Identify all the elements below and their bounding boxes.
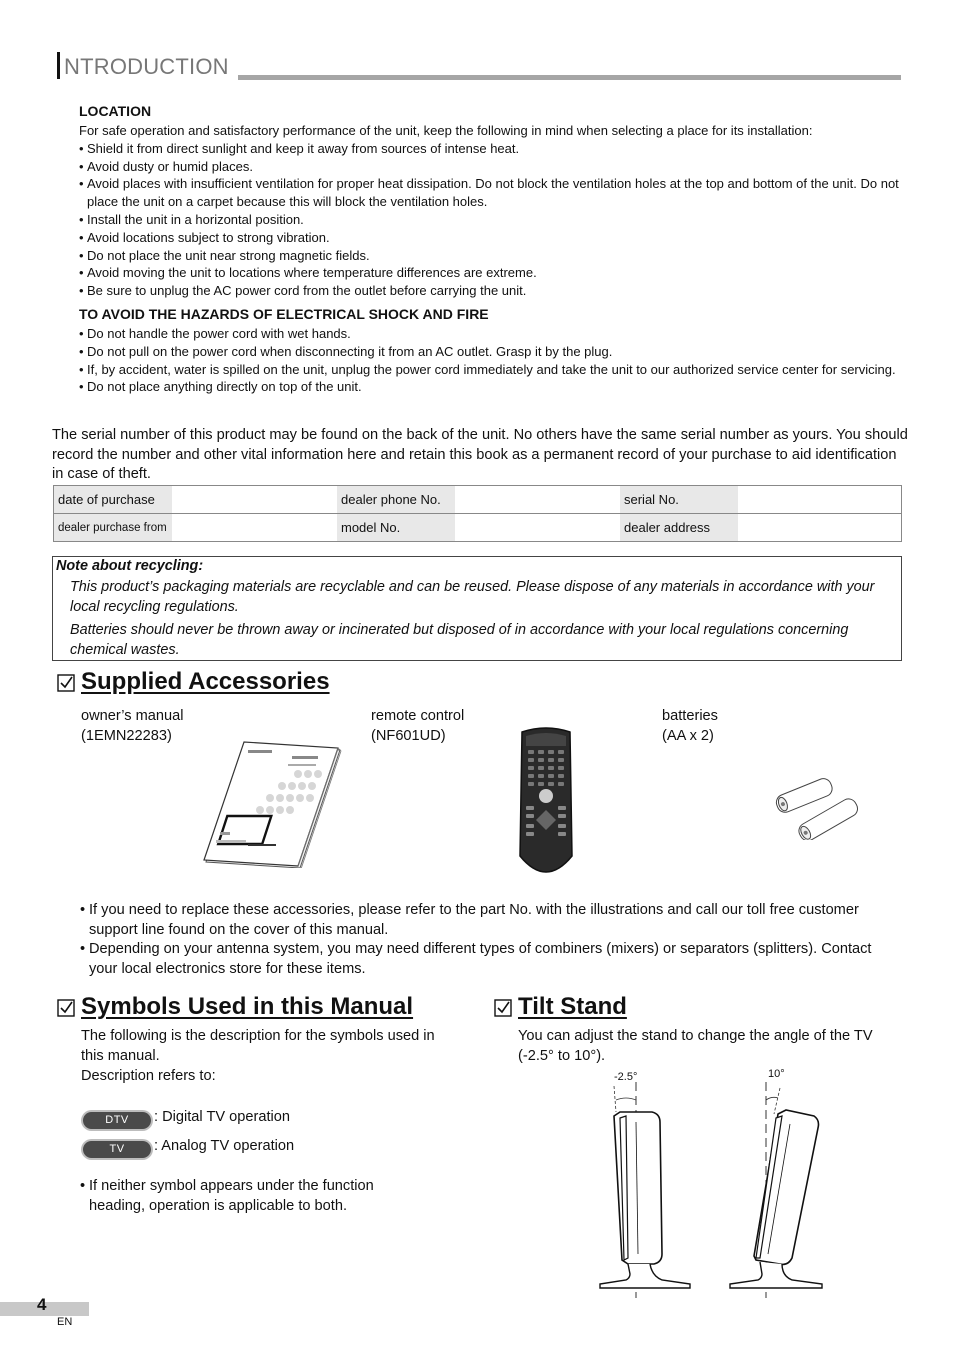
accessory-part: (NF601UD) [371, 727, 446, 744]
list-item: • Depending on your antenna system, you may need different types of combiners (mixers) or separators (splitters). Contact your local electronics store for these items. [80, 940, 900, 979]
page-title: NTRODUCTION [64, 54, 229, 79]
tv-row [83, 1139, 151, 1158]
location-section [79, 122, 905, 300]
tilt-plus-illustration [726, 1082, 830, 1298]
list-item: • Do not place the unit near strong magnetic fields. [79, 247, 905, 265]
table-cell-blank[interactable] [738, 486, 902, 514]
location-intro: For safe operation and satisfactory performance of the unit, keep the following in mind when selecting a place for its installation: [79, 123, 813, 138]
tilt-desc: You can adjust the stand to change the angle of the TV (-2.5° to 10°). [518, 1028, 873, 1064]
list-item: • Do not pull on the power cord when disconnecting it from an AC outlet. Grasp it by the plug. [79, 343, 905, 361]
header-rule [238, 75, 901, 80]
location-heading: LOCATION [79, 103, 152, 119]
angle-left-label: -2.5° [614, 1071, 638, 1083]
owners-manual-illustration [200, 740, 345, 868]
checkbox-icon [57, 674, 75, 692]
symbols-desc-refers: Description refers to: [81, 1068, 216, 1084]
list-item: • If, by accident, water is spilled on the unit, unplug the power cord immediately and take the unit to our authorized service center for servicing. [79, 361, 905, 379]
symbols-desc: The following is the description for the symbols used in this manual. [81, 1028, 435, 1064]
language-code: EN [57, 1316, 73, 1328]
table-cell-blank[interactable] [172, 486, 337, 514]
recycling-note [52, 556, 902, 661]
angle-right-label: 10° [768, 1068, 785, 1080]
accessory-name: owner’s manual [81, 708, 184, 724]
list-item: • Be sure to unplug the AC power cord from the outlet before carrying the unit. [79, 282, 905, 300]
batteries-illustration [768, 770, 864, 840]
accessory-batteries-label [662, 707, 718, 746]
table-cell-blank[interactable] [172, 514, 337, 542]
hazards-list [79, 325, 905, 396]
tilt-heading: Tilt Stand [518, 993, 627, 1020]
list-item: • Avoid places with insufficient ventilation for proper heat dissipation. Do not block the ventilation holes at the top and bottom of the unit. Do not place the unit on a carpet because this will block the ventilation holes. [79, 175, 905, 211]
list-item: • Avoid moving the unit to locations where temperature differences are extreme. [79, 264, 905, 282]
tv-text: : Analog TV operation [154, 1138, 295, 1154]
checkbox-icon [494, 999, 512, 1017]
remote-control-illustration [516, 726, 576, 884]
recycling-batteries: Batteries should never be thrown away or incinerated but disposed of in accordance with your local regulations concerning chemical wastes. [70, 622, 849, 658]
table-cell-label: date of purchase [54, 486, 173, 514]
accessory-remote-label [371, 707, 464, 746]
symbols-heading: Symbols Used in this Manual [81, 993, 414, 1020]
list-item: • Install the unit in a horizontal position. [79, 211, 905, 229]
purchase-info-table [53, 485, 902, 542]
header-bar [57, 52, 60, 79]
dtv-text: : Digital TV operation [154, 1109, 291, 1125]
list-item: • Shield it from direct sunlight and keep it away from sources of intense heat. [79, 140, 905, 158]
dtv-badge: DTV [83, 1112, 151, 1129]
recycling-packaging: This product’s packaging materials are recyclable and can be reused. Please dispose of any materials in accordance with your local recycling regulations. [70, 579, 875, 615]
table-cell-label: model No. [337, 514, 455, 542]
hazards-section [79, 325, 905, 396]
accessory-part: (1EMN22283) [81, 727, 172, 744]
list-item: • Do not place anything directly on top of the unit. [79, 378, 905, 396]
list-item: • If you need to replace these accessories, please refer to the part No. with the illustrations and call our toll free customer support line found on the cover of this manual. [80, 901, 900, 940]
hazards-heading: TO AVOID THE HAZARDS OF ELECTRICAL SHOCK AND FIRE [79, 306, 489, 322]
tilt-minus-illustration [592, 1082, 696, 1298]
accessory-manual-label [81, 707, 183, 746]
accessories-heading: Supplied Accessories [81, 668, 330, 695]
recycling-title: Note about recycling: [56, 558, 204, 574]
location-list [79, 140, 905, 300]
table-cell-label: dealer address [620, 514, 738, 542]
symbols-note [80, 1177, 420, 1216]
dtv-row [83, 1110, 151, 1129]
checkbox-icon [57, 999, 75, 1017]
table-cell-blank[interactable] [455, 514, 620, 542]
list-item: • Avoid locations subject to strong vibration. [79, 229, 905, 247]
accessory-part: (AA x 2) [662, 727, 714, 744]
table-cell-label: dealer purchase from [54, 514, 173, 542]
list-item: • If neither symbol appears under the function heading, operation is applicable to both. [80, 1177, 420, 1216]
table-cell-blank[interactable] [455, 486, 620, 514]
accessories-notes-list [80, 901, 900, 979]
accessories-notes [80, 901, 900, 979]
list-item: • Avoid dusty or humid places. [79, 158, 905, 176]
list-item: • Do not handle the power cord with wet hands. [79, 325, 905, 343]
table-cell-blank[interactable] [738, 514, 902, 542]
serial-text: The serial number of this product may be found on the back of the unit. No others have the same serial number as yours. You should record the number and other vital information here and retain this book as a permanent record of your purchase to aid identification in case of theft. [52, 427, 908, 482]
table-cell-label: serial No. [620, 486, 738, 514]
accessory-name: batteries [662, 708, 718, 724]
page-number: 4 [37, 1295, 47, 1314]
tv-badge: TV [83, 1141, 151, 1158]
table-cell-label: dealer phone No. [337, 486, 455, 514]
accessory-name: remote control [371, 708, 465, 724]
